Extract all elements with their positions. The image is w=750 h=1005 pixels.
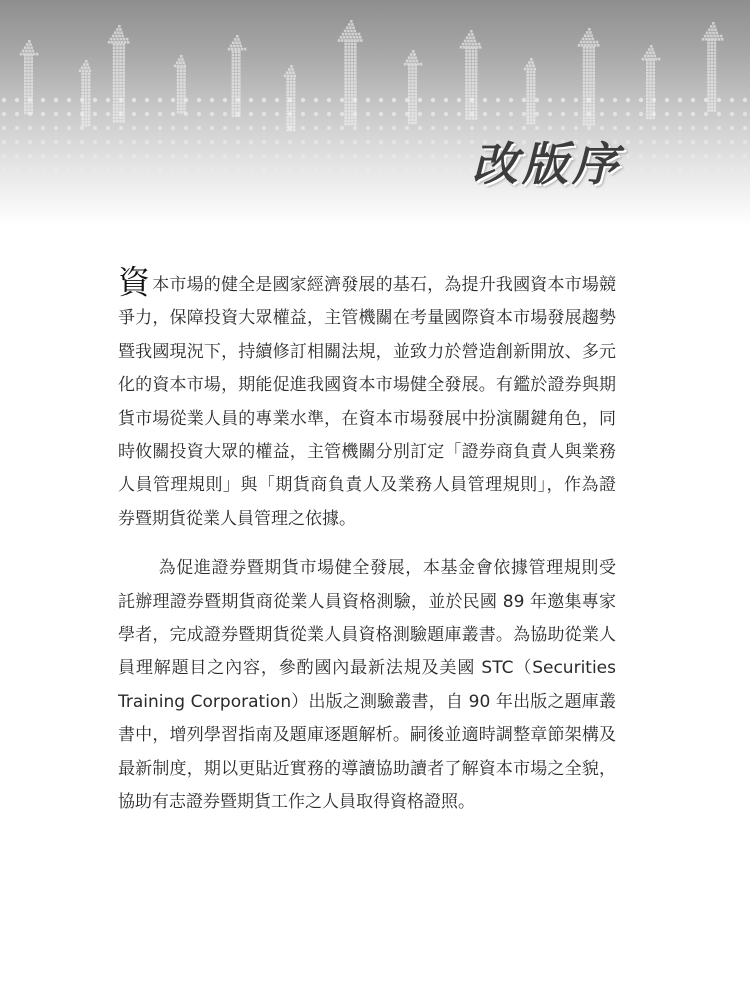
header-banner	[0, 0, 750, 225]
rising-arrows-decoration	[0, 0, 750, 225]
paragraph-2-text: 為促進證券暨期貨市場健全發展，本基金會依據管理規則受託辦理證券暨期貨商從業人員資格測驗，並於民國 89 年邀集專家學者，完成證券暨期貨從業人員資格測驗題庫叢書。為協助從業人員理解題目之內容，參酌國內最新法規及美國 STC（Securities Training Corporation）出版之測驗叢書，自 90 年出版之題庫叢書中，增列學習指南及題庫逐題解析。嗣後並適時調整章節架構及最新制度，期以更貼近實務的導讀協助讀者了解資本市場之全貌，協助有志證券暨期貨工作之人員取得資格證照。	[118, 558, 616, 813]
paragraph-1	[118, 263, 616, 536]
paragraph-1-text: 本市場的健全是國家經濟發展的基石，為提升我國資本市場競爭力，保障投資大眾權益，主管機關在考量國際資本市場發展趨勢暨我國現況下，持續修訂相關法規，並致力於營造創新開放、多元化的資本市場，期能促進我國資本市場健全發展。有鑑於證券與期貨市場從業人員的專業水準，在資本市場發展中扮演關鍵角色，同時攸關投資大眾的權益，主管機關分別訂定「證券商負責人與業務人員管理規則」與「期貨商負責人及業務人員管理規則」，作為證券暨期貨從業人員管理之依據。	[118, 275, 616, 529]
preface-body	[118, 263, 616, 820]
paragraph-2	[118, 552, 616, 819]
drop-cap: 資	[118, 263, 151, 301]
page-title: 改版序	[472, 137, 622, 191]
